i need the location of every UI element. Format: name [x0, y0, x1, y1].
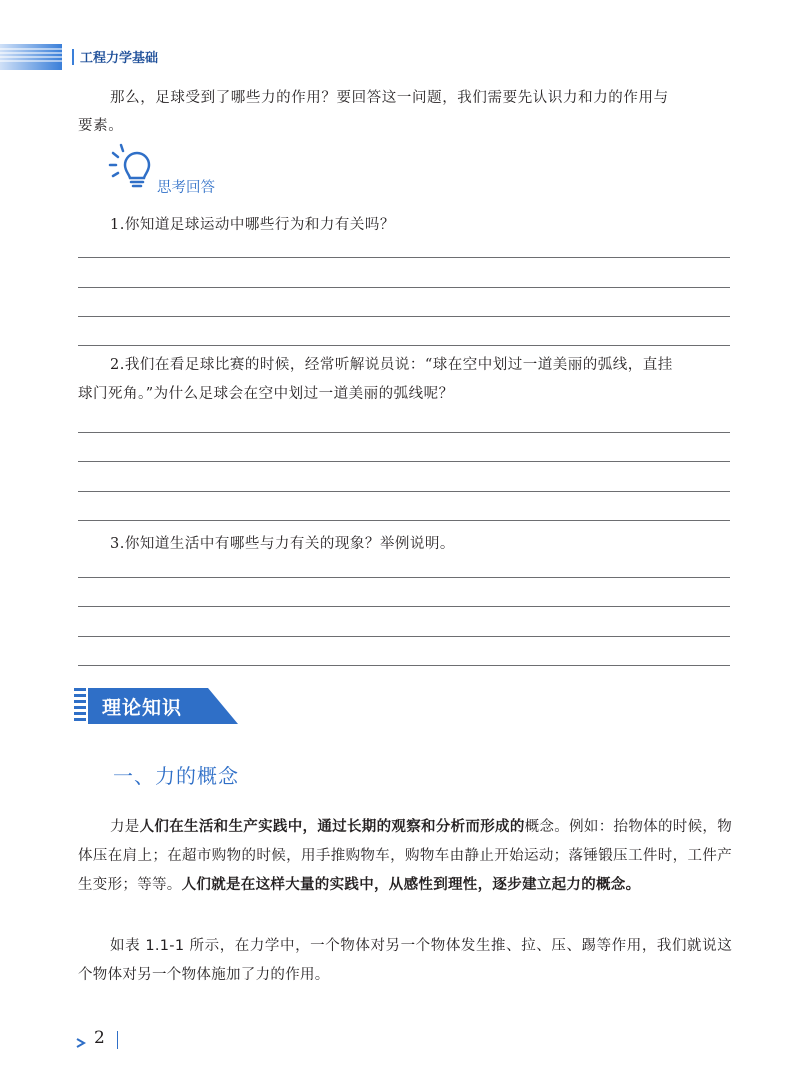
answer-line	[78, 520, 730, 521]
question-1: 1.你知道足球运动中哪些行为和力有关吗？	[110, 217, 395, 233]
banner-stripes	[74, 688, 86, 724]
body-p1-part-c: 概念。例如：抬物体的时候，物体压在肩上；在超市购物的时候，用手推购物车，购物车由静止开始运动；落锤锻压工件时，工件产生变形；等等。	[78, 819, 732, 893]
body-p1-part-a: 力是	[110, 819, 140, 835]
running-header-title: 工程力学基础	[80, 51, 159, 66]
body-p1-bold-d: 人们就是在这样大量的实践中，从感性到理性，逐步建立起力的概念。	[181, 877, 641, 893]
body-paragraph-2: 如表 1.1-1 所示，在力学中，一个物体对另一个物体发生推、拉、压、踢等作用，我们就说这个物体对另一个物体施加了力的作用。	[78, 938, 732, 983]
header-stripes	[0, 48, 62, 66]
intro-line-2: 要素。	[78, 118, 124, 134]
answer-line	[78, 345, 730, 346]
answer-line	[78, 461, 730, 462]
body-paragraph-1	[78, 813, 732, 900]
question-3: 3.你知道生活中有哪些与力有关的现象？举例说明。	[110, 536, 455, 552]
header-separator	[72, 49, 74, 65]
body-p1-bold-a: 人们在生活和生产实践中，通过长期的观察和分析而形成的	[139, 819, 525, 835]
footer-separator	[117, 1031, 118, 1049]
intro-line-1: 那么，足球受到了哪些力的作用？要回答这一问题，我们需要先认识力和力的作用与	[110, 90, 669, 106]
think-answer-label: 思考回答	[157, 180, 215, 196]
answer-line	[78, 316, 730, 317]
section-banner	[74, 688, 244, 724]
page-number: 2	[94, 1028, 105, 1048]
answer-line	[78, 665, 730, 666]
lightbulb-icon	[107, 143, 155, 193]
question-2-line-2: 球门死角。”为什么足球会在空中划过一道美丽的弧线呢？	[78, 386, 454, 402]
section-heading: 一、力的概念	[113, 764, 239, 788]
answer-line	[78, 257, 730, 258]
answer-line	[78, 606, 730, 607]
question-2-line-1: 2.我们在看足球比赛的时候，经常听解说员说：“球在空中划过一道美丽的弧线，直挂	[110, 357, 673, 373]
answer-line	[78, 287, 730, 288]
answer-line	[78, 636, 730, 637]
answer-line	[78, 432, 730, 433]
section-banner-title: 理论知识	[102, 697, 183, 719]
answer-line	[78, 491, 730, 492]
chevron-right-icon	[76, 1038, 86, 1048]
answer-line	[78, 577, 730, 578]
